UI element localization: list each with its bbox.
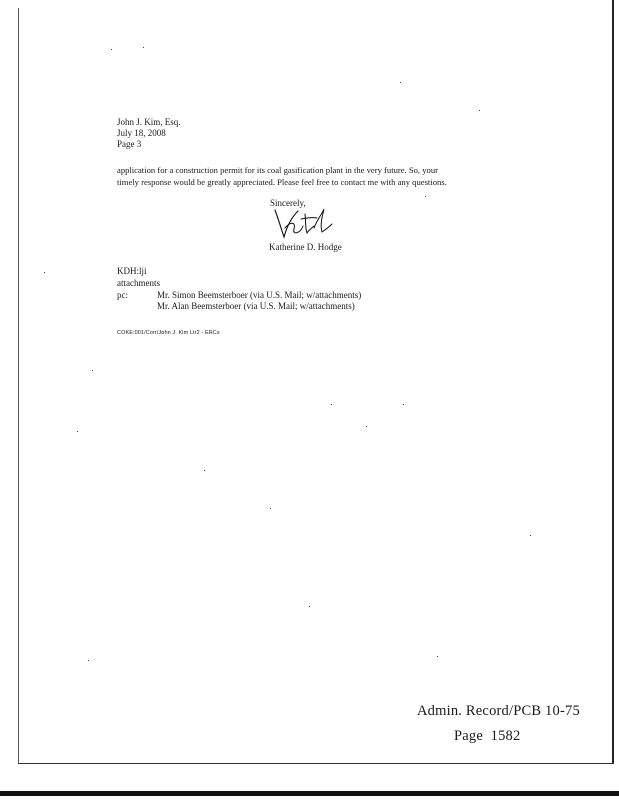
handwritten-signature [272, 206, 338, 240]
scan-speck [44, 272, 45, 273]
scan-speck [479, 110, 480, 111]
scan-speck [143, 47, 144, 48]
letter-body [117, 164, 447, 188]
scan-speck [111, 49, 112, 50]
scan-border-bottom [18, 763, 614, 764]
admin-record-stamp: Admin. Record/PCB 10-75 [417, 703, 580, 719]
scan-speck [92, 370, 93, 371]
scan-border-right [612, 0, 614, 763]
stamp-page-number [454, 727, 520, 745]
copy-label: pc: [117, 290, 128, 300]
file-reference: COKE:001/Corr/John J. Kim Ltr2 - ERCs [117, 330, 220, 336]
stamp-page-label: Page [454, 728, 483, 744]
scan-edge-bar [0, 791, 619, 796]
scan-speck [437, 656, 438, 657]
enclosure-notation: attachments [117, 278, 160, 288]
scan-speck [331, 404, 332, 405]
body-line: application for a construction permit for its coal gasification plant in the very future. So, your [117, 165, 438, 175]
scan-border-left [18, 8, 19, 764]
page-number-label: Page 3 [117, 139, 142, 149]
letter-date: July 18, 2008 [117, 128, 166, 138]
scan-speck [270, 508, 271, 509]
recipient-name: John J. Kim, Esq. [117, 117, 181, 127]
stamp-page-value: 1582 [490, 728, 521, 744]
scan-speck [77, 431, 78, 432]
scan-speck [400, 82, 401, 83]
scan-speck [309, 606, 310, 607]
closing-salutation: Sincerely, [270, 198, 306, 208]
scan-speck [204, 470, 205, 471]
letter-header [117, 117, 181, 150]
scan-speck [530, 535, 531, 536]
typist-initials: KDH:lji [117, 266, 147, 276]
scan-speck [366, 426, 367, 427]
body-line: timely response would be greatly appreciated. Please feel free to contact me with any questions. [117, 177, 447, 187]
copy-recipient: Mr. Alan Beemsterboer (via U.S. Mail; w/attachments) [157, 301, 355, 311]
scan-speck [425, 196, 426, 197]
signer-name: Katherine D. Hodge [269, 242, 342, 252]
copy-recipient: Mr. Simon Beemsterboer (via U.S. Mail; w/attachments) [157, 290, 362, 300]
scan-speck [88, 660, 89, 661]
scan-speck [403, 404, 404, 405]
